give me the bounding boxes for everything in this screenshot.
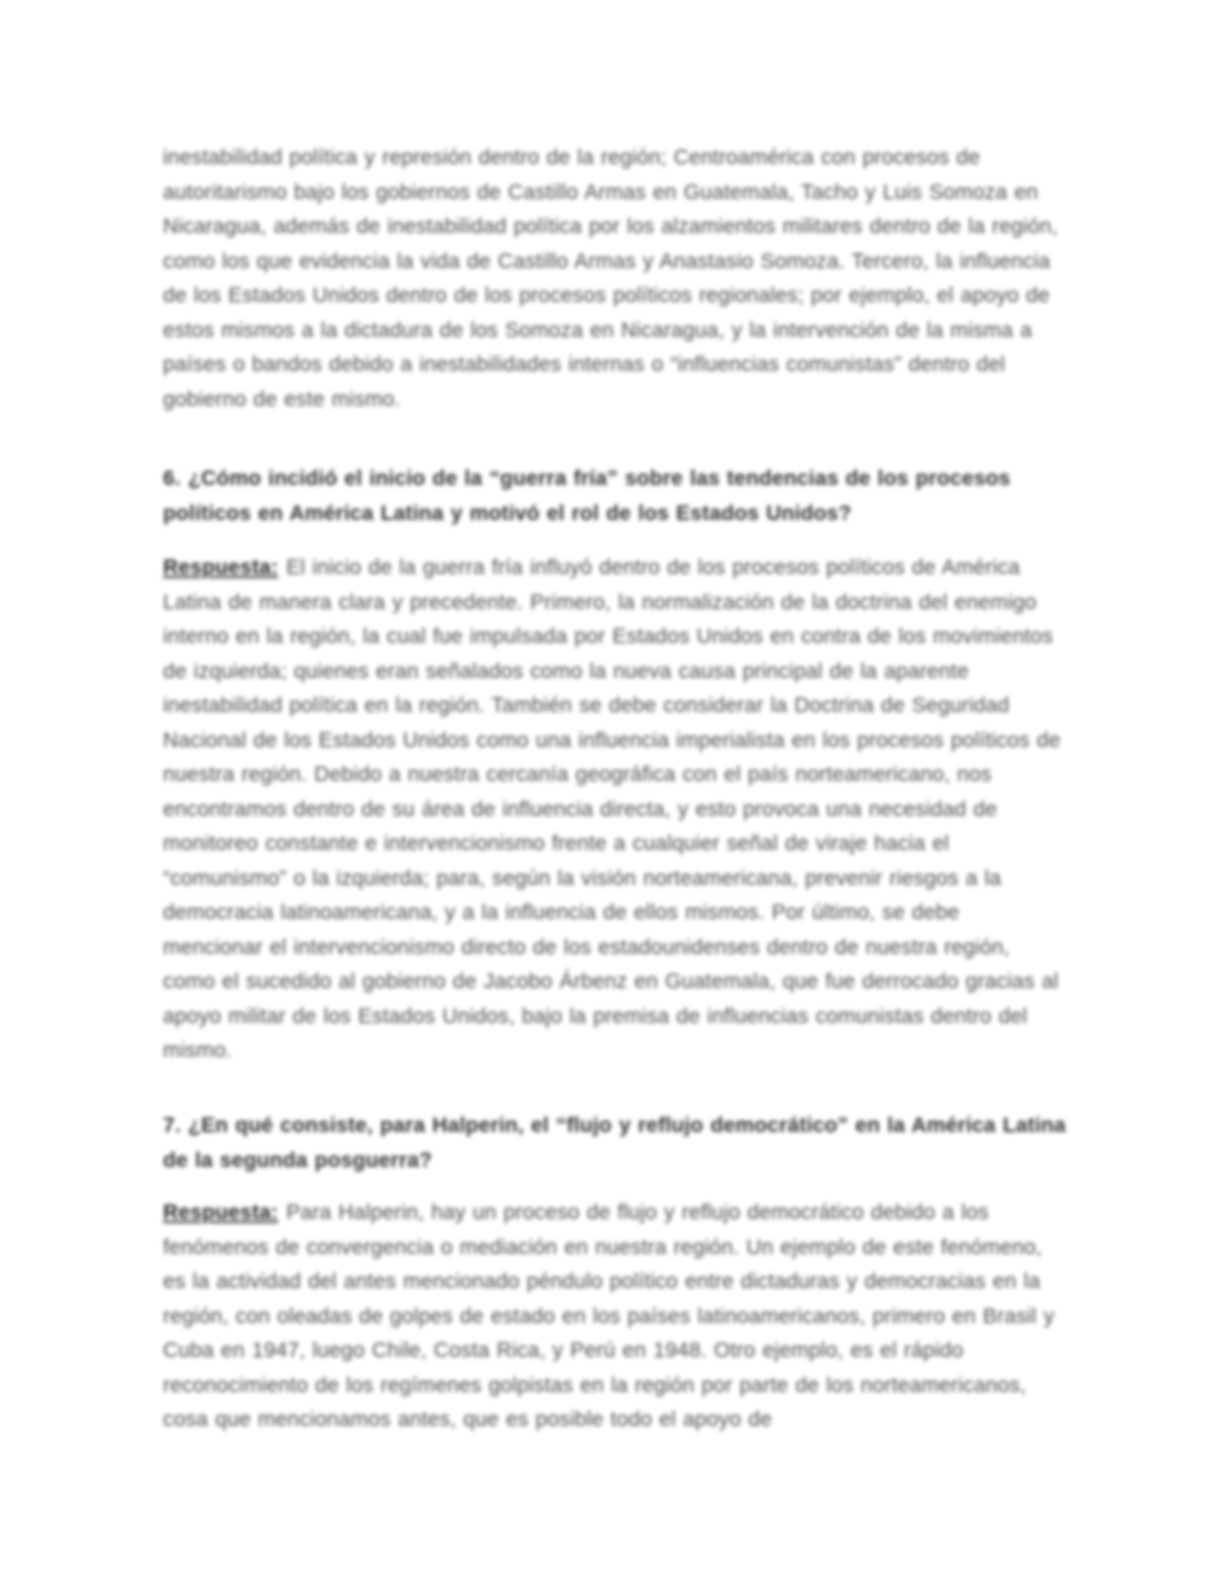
answer-6 [163,551,1066,1069]
question-6: 6. ¿Cómo incidió el inicio de la “guerra fría” sobre las tendencias de los procesos políticos en América Latina y motivó el rol de los Estados Unidos? [163,467,1011,525]
body-paragraph-continuation: inestabilidad política y represión dentro de la región; Centroamérica con procesos de autoritarismo bajo los gobiernos de Castillo Armas en Guatemala, Tacho y Luis Somoza en Nicaragua, además de inestabilidad política por los alzamientos militares dentro de la región, como los que evidencia la vida de Castillo Armas y Anastasio Somoza. Tercero, la influencia de los Estados Unidos dentro de los procesos políticos regionales; por ejemplo, el apoyo de estos mismos a la dictadura de los Somoza en Nicaragua, y la intervención de la misma a países o bandos debido a inestabilidades internas o “influencias comunistas” dentro del gobierno de este mismo. [163,146,1058,411]
question-7: 7. ¿En qué consiste, para Halperin, el “flujo y reflujo democrático” en la América Latina de la segunda posguerra? [163,1114,1066,1172]
answer-7 [163,1196,1066,1438]
answer-6-label: Respuesta: [163,556,279,579]
answer-6-text: El inicio de la guerra fría influyó dentro de los procesos políticos de América Latina de manera clara y precedente. Primero, la normalización de la doctrina del enemigo interno en la región, la cual fue impulsada por Estados Unidos en contra de los movimientos de izquierda; quienes eran señalados como la nueva causa principal de la aparente inestabilidad política en la región. También se debe considerar la Doctrina de Seguridad Nacional de los Estados Unidos como una influencia imperialista en los procesos políticos de nuestra región. Debido a nuestra cercanía geográfica con el país norteamericano, nos encontramos dentro de su área de influencia directa, y esto provoca una necesidad de monitoreo constante e intervencionismo frente a cualquier señal de viraje hacia el “comunismo” o la izquierda; para, según la visión norteamericana, prevenir riesgos a la democracia latinoamericana, y a la influencia de ellos mismos. Por último, se debe mencionar el intervencionismo directo de los estadounidenses dentro de nuestra región, como el sucedido al gobierno de Jacobo Árbenz en Guatemala, que fue derrocado gracias al apoyo militar de los Estados Unidos, bajo la premisa de influencias comunistas dentro del mismo. [163,556,1061,1062]
answer-7-label: Respuesta: [163,1201,279,1224]
answer-7-text: Para Halperin, hay un proceso de flujo y reflujo democrático debido a los fenómenos de convergencia o mediación en nuestra región. Un ejemplo de este fenómeno, es la actividad del antes mencionado péndulo político entre dictaduras y democracias en la región, con oleadas de golpes de estado en los países latinoamericanos, primero en Brasil y Cuba en 1947, luego Chile, Costa Rica, y Perú en 1948. Otro ejemplo, es el rápido reconocimiento de los regímenes golpistas en la región por parte de los norteamericanos, cosa que mencionamos antes, que es posible todo el apoyo de [163,1201,1055,1431]
